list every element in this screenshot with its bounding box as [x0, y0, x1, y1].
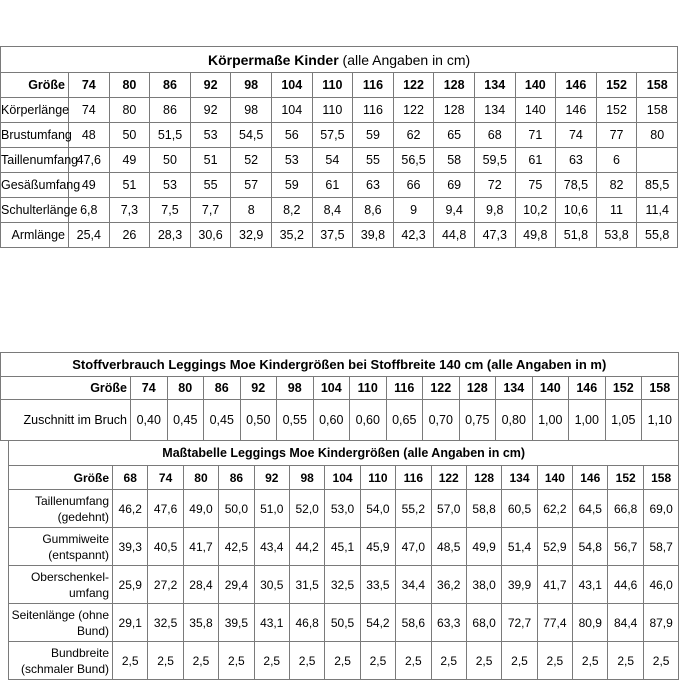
size-header-cell: 92 — [254, 466, 289, 490]
size-header-cell: 128 — [466, 466, 501, 490]
table-cell: 49 — [109, 148, 150, 173]
koerpermasse-title — [1, 47, 678, 73]
table-cell: 54,0 — [360, 490, 395, 528]
table-cell: 57,0 — [431, 490, 466, 528]
table-cell: 51 — [109, 173, 150, 198]
table-cell: 65 — [434, 123, 475, 148]
table-cell: 80 — [109, 98, 150, 123]
table-cell: 45,1 — [325, 528, 360, 566]
table-cell: 52,0 — [289, 490, 324, 528]
table-cell: 8 — [231, 198, 272, 223]
size-header-cell: 104 — [313, 377, 350, 400]
table-cell: 50 — [109, 123, 150, 148]
table-cell: 58 — [434, 148, 475, 173]
row-label: Körperlänge — [1, 98, 69, 123]
size-header-cell: 146 — [569, 377, 606, 400]
size-header-cell: 134 — [496, 377, 533, 400]
header-label: Größe — [1, 377, 131, 400]
table-row — [1, 148, 678, 173]
size-header-cell: 80 — [167, 377, 204, 400]
table-cell: 57 — [231, 173, 272, 198]
header-label: Größe — [1, 73, 69, 98]
size-header-cell: 116 — [353, 73, 394, 98]
table-cell: 1,00 — [569, 400, 606, 441]
size-header-cell: 158 — [637, 73, 678, 98]
table-cell: 1,05 — [605, 400, 642, 441]
table-row — [1, 173, 678, 198]
table-cell: 66 — [393, 173, 434, 198]
table-cell: 0,65 — [386, 400, 423, 441]
table-cell: 2,5 — [219, 642, 254, 680]
table-cell: 69,0 — [643, 490, 679, 528]
table-cell: 55 — [353, 148, 394, 173]
table-cell: 11 — [596, 198, 637, 223]
table-cell: 30,5 — [254, 566, 289, 604]
table-cell: 66,8 — [608, 490, 643, 528]
table-cell: 2,5 — [502, 642, 537, 680]
table-cell: 28,3 — [150, 223, 191, 248]
table-cell: 2,5 — [289, 642, 324, 680]
table-cell: 58,6 — [396, 604, 431, 642]
table-cell: 47,0 — [396, 528, 431, 566]
size-header-cell: 140 — [515, 73, 556, 98]
table-cell: 54,5 — [231, 123, 272, 148]
table-cell: 49,9 — [466, 528, 501, 566]
table-cell: 78,5 — [556, 173, 597, 198]
table-cell: 49,8 — [515, 223, 556, 248]
table-cell: 64,5 — [573, 490, 608, 528]
table-cell: 52 — [231, 148, 272, 173]
table-row — [1, 98, 678, 123]
size-header-cell: 80 — [109, 73, 150, 98]
row-label: Bundbreite (schmaler Bund) — [9, 642, 113, 680]
table-cell: 77 — [596, 123, 637, 148]
table-cell: 9,8 — [474, 198, 515, 223]
table-cell: 29,4 — [219, 566, 254, 604]
size-header-cell: 152 — [596, 73, 637, 98]
size-header-cell: 86 — [150, 73, 191, 98]
table-cell: 41,7 — [183, 528, 218, 566]
size-header-cell: 86 — [204, 377, 241, 400]
table-cell: 6,8 — [69, 198, 110, 223]
table-cell: 53 — [271, 148, 312, 173]
table-cell: 51,8 — [556, 223, 597, 248]
table-cell: 77,4 — [537, 604, 572, 642]
table-cell: 68 — [474, 123, 515, 148]
table-cell: 0,80 — [496, 400, 533, 441]
size-header-cell: 110 — [312, 73, 353, 98]
size-header-cell: 86 — [219, 466, 254, 490]
table-cell: 2,5 — [148, 642, 183, 680]
table-cell: 51 — [190, 148, 231, 173]
table-cell: 11,4 — [637, 198, 678, 223]
table-cell: 140 — [515, 98, 556, 123]
table-cell: 39,9 — [502, 566, 537, 604]
table-cell: 46,8 — [289, 604, 324, 642]
table-cell: 48 — [69, 123, 110, 148]
table-cell: 38,0 — [466, 566, 501, 604]
table-cell: 30,6 — [190, 223, 231, 248]
row-label: Gummiweite (entspannt) — [9, 528, 113, 566]
size-header-cell: 74 — [148, 466, 183, 490]
table-cell: 58,8 — [466, 490, 501, 528]
table-cell: 128 — [434, 98, 475, 123]
table-cell: 51,0 — [254, 490, 289, 528]
table-cell: 116 — [353, 98, 394, 123]
table-cell: 0,55 — [277, 400, 314, 441]
size-header-cell: 158 — [642, 377, 679, 400]
table-cell: 2,5 — [431, 642, 466, 680]
table-cell: 59 — [353, 123, 394, 148]
table-cell: 2,5 — [608, 642, 643, 680]
table-cell: 0,45 — [167, 400, 204, 441]
masstabelle-title: Maßtabelle Leggings Moe Kindergrößen (alle Angaben in cm) — [9, 441, 679, 466]
table-cell: 104 — [271, 98, 312, 123]
table-cell: 50,0 — [219, 490, 254, 528]
table-cell: 82 — [596, 173, 637, 198]
row-label: Taillenumfang (gedehnt) — [9, 490, 113, 528]
koerpermasse-title-text: Körpermaße Kinder — [207, 51, 339, 68]
koerpermasse-table — [0, 46, 678, 248]
table-cell: 8,6 — [353, 198, 394, 223]
table-cell: 52,9 — [537, 528, 572, 566]
table-cell: 46,2 — [113, 490, 148, 528]
koerpermasse-header-row — [1, 73, 678, 98]
size-header-cell: 92 — [190, 73, 231, 98]
size-header-cell: 74 — [69, 73, 110, 98]
table-cell: 51,5 — [150, 123, 191, 148]
table-cell: 45,9 — [360, 528, 395, 566]
table-cell: 61 — [312, 173, 353, 198]
table-cell: 39,8 — [353, 223, 394, 248]
size-header-cell: 74 — [131, 377, 168, 400]
table-cell: 80 — [637, 123, 678, 148]
size-header-cell: 98 — [289, 466, 324, 490]
table-cell: 44,2 — [289, 528, 324, 566]
table-cell — [637, 148, 678, 173]
row-label: Zuschnitt im Bruch — [1, 400, 131, 441]
table-cell: 25,9 — [113, 566, 148, 604]
size-header-cell: 122 — [431, 466, 466, 490]
table-cell: 69 — [434, 173, 475, 198]
table-cell: 87,9 — [643, 604, 679, 642]
table-cell: 0,70 — [423, 400, 460, 441]
size-header-cell: 122 — [393, 73, 434, 98]
table-cell: 2,5 — [254, 642, 289, 680]
header-label: Größe — [9, 466, 113, 490]
table-cell: 57,5 — [312, 123, 353, 148]
table-cell: 33,5 — [360, 566, 395, 604]
table-cell: 62 — [393, 123, 434, 148]
table-cell: 39,5 — [219, 604, 254, 642]
table-row — [9, 642, 679, 680]
table-cell: 68,0 — [466, 604, 501, 642]
row-label: Gesäßumfang — [1, 173, 69, 198]
table-cell: 61 — [515, 148, 556, 173]
size-header-cell: 116 — [396, 466, 431, 490]
masstabelle-table — [8, 440, 679, 680]
table-cell: 10,6 — [556, 198, 597, 223]
table-cell: 1,00 — [532, 400, 569, 441]
size-header-cell: 80 — [183, 466, 218, 490]
table-cell: 72,7 — [502, 604, 537, 642]
table-cell: 1,10 — [642, 400, 679, 441]
size-header-cell: 98 — [231, 73, 272, 98]
table-cell: 40,5 — [148, 528, 183, 566]
table-cell: 44,6 — [608, 566, 643, 604]
table-cell: 0,45 — [204, 400, 241, 441]
table-cell: 84,4 — [608, 604, 643, 642]
table-cell: 0,50 — [240, 400, 277, 441]
table-cell: 71 — [515, 123, 556, 148]
table-cell: 42,3 — [393, 223, 434, 248]
size-header-cell: 152 — [608, 466, 643, 490]
table-cell: 80,9 — [573, 604, 608, 642]
table-cell: 47,6 — [69, 148, 110, 173]
table-cell: 122 — [393, 98, 434, 123]
table-cell: 146 — [556, 98, 597, 123]
table-cell: 134 — [474, 98, 515, 123]
table-cell: 53 — [150, 173, 191, 198]
table-cell: 7,5 — [150, 198, 191, 223]
table-cell: 2,5 — [573, 642, 608, 680]
table-cell: 98 — [231, 98, 272, 123]
table-cell: 48,5 — [431, 528, 466, 566]
table-cell: 27,2 — [148, 566, 183, 604]
row-label: Taillenumfang — [1, 148, 69, 173]
table-cell: 31,5 — [289, 566, 324, 604]
size-header-cell: 110 — [360, 466, 395, 490]
table-cell: 63 — [353, 173, 394, 198]
table-cell: 7,7 — [190, 198, 231, 223]
table-row — [9, 566, 679, 604]
table-cell: 53,0 — [325, 490, 360, 528]
table-cell: 37,5 — [312, 223, 353, 248]
size-header-cell: 152 — [605, 377, 642, 400]
table-cell: 2,5 — [396, 642, 431, 680]
table-cell: 10,2 — [515, 198, 556, 223]
koerpermasse-title-note: (alle Angaben in cm) — [342, 51, 471, 68]
size-header-cell: 110 — [350, 377, 387, 400]
size-header-cell: 140 — [537, 466, 572, 490]
table-cell: 43,4 — [254, 528, 289, 566]
table-cell: 56,5 — [393, 148, 434, 173]
table-cell: 72 — [474, 173, 515, 198]
table-cell: 43,1 — [254, 604, 289, 642]
table-cell: 2,5 — [360, 642, 395, 680]
table-cell: 8,4 — [312, 198, 353, 223]
table-cell: 0,60 — [350, 400, 387, 441]
table-cell: 74 — [69, 98, 110, 123]
table-cell: 0,60 — [313, 400, 350, 441]
table-cell: 2,5 — [183, 642, 218, 680]
table-cell: 110 — [312, 98, 353, 123]
table-cell: 63 — [556, 148, 597, 173]
stoffverbrauch-header-row — [1, 377, 679, 400]
table-cell: 85,5 — [637, 173, 678, 198]
size-header-cell: 116 — [386, 377, 423, 400]
table-cell: 63,3 — [431, 604, 466, 642]
table-cell: 32,5 — [325, 566, 360, 604]
table-cell: 32,5 — [148, 604, 183, 642]
row-label: Brustumfang — [1, 123, 69, 148]
table-cell: 50 — [150, 148, 191, 173]
table-cell: 55,8 — [637, 223, 678, 248]
table-cell: 7,3 — [109, 198, 150, 223]
table-cell: 43,1 — [573, 566, 608, 604]
stoffverbrauch-table — [0, 352, 679, 441]
table-row — [1, 400, 679, 441]
size-header-cell: 140 — [532, 377, 569, 400]
table-row — [1, 198, 678, 223]
row-label: Armlänge — [1, 223, 69, 248]
size-header-cell: 134 — [502, 466, 537, 490]
table-cell: 49 — [69, 173, 110, 198]
table-cell: 58,7 — [643, 528, 679, 566]
table-cell: 42,5 — [219, 528, 254, 566]
table-row — [9, 490, 679, 528]
table-cell: 74 — [556, 123, 597, 148]
table-cell: 53 — [190, 123, 231, 148]
table-cell: 8,2 — [271, 198, 312, 223]
size-header-cell: 128 — [434, 73, 475, 98]
table-cell: 56,7 — [608, 528, 643, 566]
table-cell: 92 — [190, 98, 231, 123]
table-cell: 26 — [109, 223, 150, 248]
table-cell: 62,2 — [537, 490, 572, 528]
table-cell: 35,8 — [183, 604, 218, 642]
size-header-cell: 128 — [459, 377, 496, 400]
table-cell: 75 — [515, 173, 556, 198]
table-cell: 60,5 — [502, 490, 537, 528]
table-cell: 41,7 — [537, 566, 572, 604]
table-cell: 54,2 — [360, 604, 395, 642]
table-cell: 55 — [190, 173, 231, 198]
table-cell: 47,6 — [148, 490, 183, 528]
table-cell: 53,8 — [596, 223, 637, 248]
table-cell: 32,9 — [231, 223, 272, 248]
table-cell: 54 — [312, 148, 353, 173]
table-cell: 51,4 — [502, 528, 537, 566]
size-header-cell: 98 — [277, 377, 314, 400]
size-header-cell: 104 — [271, 73, 312, 98]
size-header-cell: 68 — [113, 466, 148, 490]
size-header-cell: 158 — [643, 466, 679, 490]
size-header-cell: 146 — [573, 466, 608, 490]
table-cell: 36,2 — [431, 566, 466, 604]
table-row — [9, 528, 679, 566]
table-row — [1, 223, 678, 248]
size-header-cell: 134 — [474, 73, 515, 98]
table-cell: 25,4 — [69, 223, 110, 248]
size-header-cell: 104 — [325, 466, 360, 490]
table-cell: 54,8 — [573, 528, 608, 566]
table-cell: 6 — [596, 148, 637, 173]
table-cell: 49,0 — [183, 490, 218, 528]
table-cell: 2,5 — [537, 642, 572, 680]
size-header-cell: 122 — [423, 377, 460, 400]
masstabelle-header-row — [9, 466, 679, 490]
table-cell: 35,2 — [271, 223, 312, 248]
row-label: Schulterlänge — [1, 198, 69, 223]
table-cell: 56 — [271, 123, 312, 148]
row-label: Seitenlänge (ohne Bund) — [9, 604, 113, 642]
table-cell: 29,1 — [113, 604, 148, 642]
table-cell: 28,4 — [183, 566, 218, 604]
table-row — [9, 604, 679, 642]
size-header-cell: 92 — [240, 377, 277, 400]
table-cell: 50,5 — [325, 604, 360, 642]
table-cell: 9 — [393, 198, 434, 223]
table-cell: 9,4 — [434, 198, 475, 223]
table-cell: 0,75 — [459, 400, 496, 441]
table-cell: 2,5 — [325, 642, 360, 680]
table-cell: 55,2 — [396, 490, 431, 528]
table-cell: 59 — [271, 173, 312, 198]
table-cell: 2,5 — [113, 642, 148, 680]
table-cell: 158 — [637, 98, 678, 123]
table-cell: 0,40 — [131, 400, 168, 441]
table-cell: 152 — [596, 98, 637, 123]
table-row — [1, 123, 678, 148]
table-cell: 86 — [150, 98, 191, 123]
table-cell: 2,5 — [466, 642, 501, 680]
size-header-cell: 146 — [556, 73, 597, 98]
row-label: Oberschenkel-umfang — [9, 566, 113, 604]
table-cell: 47,3 — [474, 223, 515, 248]
table-cell: 39,3 — [113, 528, 148, 566]
stoffverbrauch-title: Stoffverbrauch Leggings Moe Kindergrößen bei Stoffbreite 140 cm (alle Angaben in m) — [1, 353, 679, 377]
table-cell: 59,5 — [474, 148, 515, 173]
table-cell: 44,8 — [434, 223, 475, 248]
table-cell: 34,4 — [396, 566, 431, 604]
table-cell: 2,5 — [643, 642, 679, 680]
table-cell: 46,0 — [643, 566, 679, 604]
